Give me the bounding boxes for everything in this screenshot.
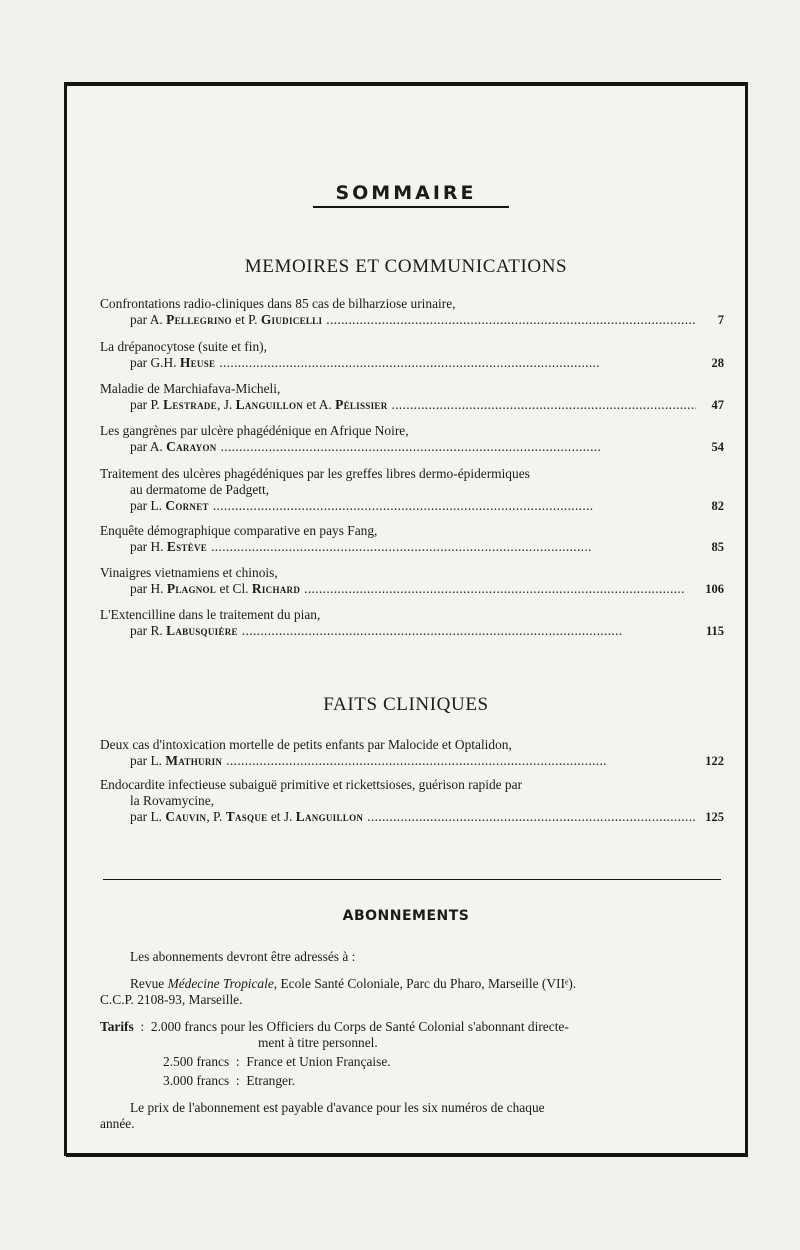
tarif-price-2: 2.500 francs (163, 1054, 230, 1069)
entry-title-cont: la Rovamycine, (130, 793, 215, 808)
author-initials: Cl. (232, 581, 249, 596)
page-number: 7 (717, 313, 724, 327)
entry-title: Deux cas d'intoxication mortelle de petits enfants par Malocide et Optalidon, (100, 737, 512, 752)
page-number: 122 (705, 754, 724, 768)
author-initials: G.H. (150, 355, 177, 370)
entry-authors: par P. Lestrade, J. Languillon et A. Pélissier (130, 397, 388, 412)
page-number: 85 (711, 540, 724, 554)
tarifs-label: Tarifs (100, 1019, 134, 1034)
address-prefix: Revue (130, 976, 168, 991)
entry-authors: par A. Pellegrino et P. Giudicelli (130, 312, 323, 327)
entry-title-cont: au dermatome de Padgett, (130, 482, 270, 497)
author-name: Mathurin (165, 753, 223, 768)
dot-leader (304, 581, 696, 597)
dot-leader (226, 753, 696, 769)
author-name: Languillon (295, 809, 364, 824)
entry-authors-line (100, 498, 724, 514)
entry-authors-line (100, 397, 724, 413)
page-number: 47 (711, 398, 724, 412)
toc-entry (100, 523, 724, 555)
author-name: Giudicelli (260, 312, 323, 327)
entry-title: La drépanocytose (suite et fin), (100, 339, 267, 354)
page-number: 28 (711, 356, 724, 370)
entry-authors (130, 623, 238, 639)
toc-entry (100, 737, 724, 769)
dot-leader (219, 355, 696, 371)
toc-entry (100, 777, 724, 825)
author-initials: J. (223, 397, 233, 412)
entry-title: Vinaigres vietnamiens et chinois, (100, 565, 278, 580)
entry-title: Enquête démographique comparative en pays Fang, (100, 523, 378, 538)
author-name: Carayon (166, 439, 217, 454)
entry-authors (130, 498, 209, 514)
tarif-desc-1: pour les Officiers du Corps de Santé Colonial s'abonnant directe- (220, 1019, 569, 1034)
dot-leader (213, 498, 696, 514)
entry-authors (130, 539, 207, 555)
author-initials: J. (283, 809, 293, 824)
section-divider (103, 879, 721, 880)
dot-leader (242, 623, 696, 639)
entry-authors-line (100, 809, 724, 825)
tarif-price-3: 3.000 francs (163, 1073, 230, 1088)
tarif-row-2: 2.500 francs : France et Union Française. (163, 1054, 391, 1069)
author-initials: A. (318, 397, 332, 412)
entry-authors-line (100, 581, 724, 597)
page-number: 125 (705, 810, 724, 824)
entry-authors (130, 753, 222, 769)
entry-authors-line (100, 355, 724, 371)
entry-authors-line (100, 539, 724, 555)
entry-authors (130, 439, 217, 455)
toc-entry (100, 296, 724, 328)
frame-bottom-rule (66, 1155, 748, 1157)
tarif-row-1 (100, 1019, 569, 1035)
tarif-colon: : (137, 1019, 148, 1034)
page-number: 54 (711, 440, 724, 454)
toc-entry (100, 466, 724, 514)
entry-authors-line (100, 753, 724, 769)
author-initials: P. (248, 312, 258, 327)
toc-entry (100, 339, 724, 371)
par-label: par (130, 439, 148, 454)
page-title: SOMMAIRE (335, 182, 477, 204)
dot-leader (326, 312, 696, 328)
page-number: 106 (705, 582, 724, 596)
toc-entry (100, 565, 724, 597)
entry-authors-line (100, 439, 724, 455)
author-name: Tasque (225, 809, 268, 824)
author-name: Pellegrino (166, 312, 232, 327)
tarif-desc-1-cont: ment à titre personnel. (258, 1035, 378, 1050)
author-initials: R. (150, 623, 163, 638)
author-name: Lestrade (163, 397, 217, 412)
par-label: par (130, 539, 148, 554)
tarif-price-1: 2.000 francs (150, 1019, 218, 1034)
abonnements-heading: ABONNEMENTS (342, 908, 470, 924)
tarif-row-3: 3.000 francs : Etranger. (163, 1073, 296, 1088)
author-initials: A. (149, 439, 163, 454)
par-label: par (130, 581, 148, 596)
abonnements-address (130, 976, 576, 992)
par-label: par (130, 312, 148, 327)
tarif-desc-3: Etranger. (246, 1073, 296, 1088)
author-name: Richard (251, 581, 301, 596)
abonnements-note-line2: année. (100, 1116, 135, 1131)
toc-entry (100, 423, 724, 455)
abonnements-intro: Les abonnements devront être adressés à : (130, 949, 356, 964)
author-name: Estève (166, 539, 208, 554)
journal-name: Médecine Tropicale, (167, 976, 278, 991)
author-initials: P. (213, 809, 223, 824)
author-name: Labusquière (166, 623, 238, 638)
author-name: Cauvin (165, 809, 207, 824)
par-label: par (130, 498, 148, 513)
toc-entry (100, 381, 724, 413)
section-heading-faits: FAITS CLINIQUES (323, 694, 489, 715)
author-name: Plagnol (166, 581, 217, 596)
author-initials: P. (150, 397, 160, 412)
author-name: Languillon (235, 397, 304, 412)
entry-authors (130, 355, 215, 371)
par-label: par (130, 355, 148, 370)
author-name: Heuse (179, 355, 216, 370)
par-label: par (130, 753, 148, 768)
entry-title: Maladie de Marchiafava-Micheli, (100, 381, 281, 396)
par-label: par (130, 809, 148, 824)
page-number: 115 (705, 624, 724, 638)
dot-leader (211, 539, 696, 555)
author-initials: H. (150, 539, 164, 554)
entry-authors: par L. Cauvin, P. Tasque et J. Languillon (130, 809, 364, 824)
entry-authors-line (100, 623, 724, 639)
page-frame (64, 82, 748, 1156)
address-suffix: Ecole Santé Coloniale, Parc du Pharo, Marseille (VIIᵉ). (277, 976, 577, 991)
author-name: Pélissier (335, 397, 388, 412)
author-initials: L. (150, 753, 162, 768)
entry-title: L'Extencilline dans le traitement du pian, (100, 607, 321, 622)
entry-title: Les gangrènes par ulcère phagédénique en Afrique Noire, (100, 423, 409, 438)
entry-authors-line (100, 312, 724, 328)
par-label: par (130, 397, 148, 412)
toc-entry (100, 607, 724, 639)
section-heading-memoires: MEMOIRES ET COMMUNICATIONS (244, 256, 568, 277)
entry-title: Traitement des ulcères phagédéniques par les greffes libres dermo-épidermiques (100, 466, 530, 481)
author-initials: H. (150, 581, 164, 596)
entry-title: Confrontations radio-cliniques dans 85 cas de bilharziose urinaire, (100, 296, 456, 311)
dot-leader (221, 439, 696, 455)
author-name: Cornet (165, 498, 209, 513)
abonnements-ccp: C.C.P. 2108-93, Marseille. (100, 992, 243, 1007)
entry-authors: par H. Plagnol et Cl. Richard (130, 581, 301, 596)
dot-leader (367, 809, 696, 825)
dot-leader (392, 397, 697, 413)
abonnements-note-line1: Le prix de l'abonnement est payable d'avance pour les six numéros de chaque (130, 1100, 545, 1115)
title-underline (313, 206, 509, 208)
author-initials: A. (149, 312, 163, 327)
author-initials: L. (150, 498, 162, 513)
par-label: par (130, 623, 148, 638)
page-number: 82 (711, 499, 724, 513)
entry-title: Endocardite infectieuse subaiguë primitive et rickettsioses, guérison rapide par (100, 777, 523, 792)
author-initials: L. (150, 809, 162, 824)
tarif-desc-2: France et Union Française. (246, 1054, 391, 1069)
